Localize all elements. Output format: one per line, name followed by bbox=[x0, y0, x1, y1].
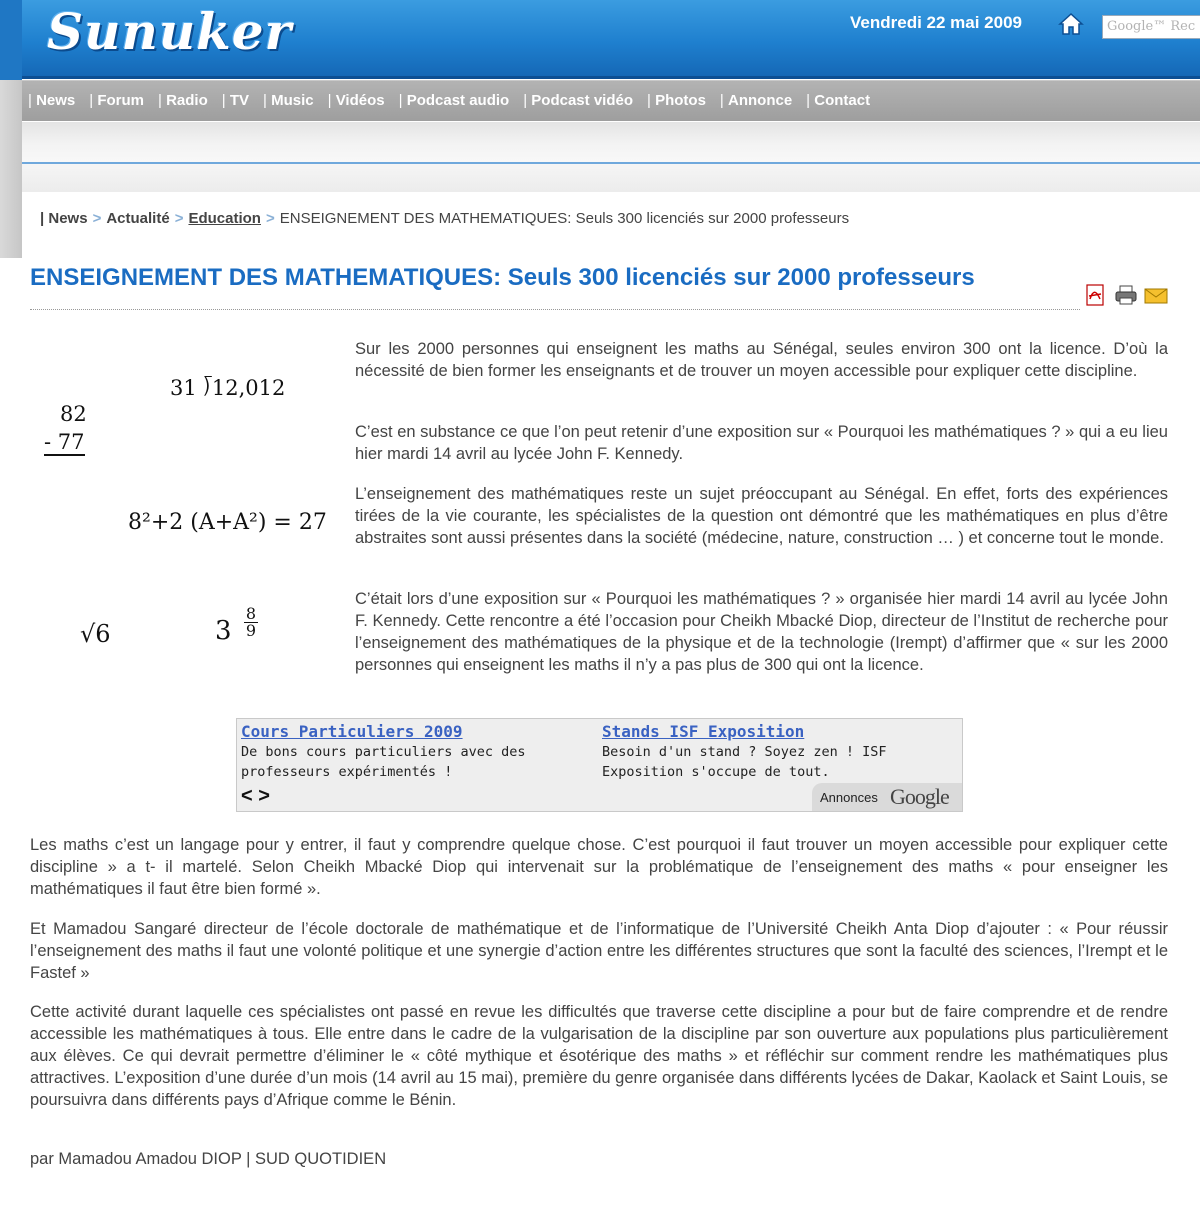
division-expression: 31 ⟌12,012 bbox=[170, 376, 286, 400]
paragraph-1: Sur les 2000 personnes qui enseignent les maths au Sénégal, seules environ 300 ont la licence. D’où la nécessité de bien former les enseignants et de trouver un moyen accessible pour expliquer cette discipline. bbox=[355, 340, 1168, 380]
ad-description: De bons cours particuliers avec des professeurs expérimentés ! bbox=[241, 744, 526, 780]
fraction bbox=[244, 606, 258, 639]
breadcrumb: | News > Actualité > Education > ENSEIGNEMENT DES MATHEMATIQUES: Seuls 300 licenciés sur 2000 professeurs bbox=[40, 210, 850, 227]
ad-next-button[interactable]: > bbox=[258, 785, 270, 807]
nav-item-forum[interactable]: | Forum bbox=[89, 92, 144, 109]
google-logo: Google bbox=[890, 784, 949, 809]
nav-item-contact[interactable]: | Contact bbox=[806, 92, 870, 109]
paragraph-3: L’enseignement des mathématiques reste un sujet préoccupant au Sénégal. En effet, forts des expériences tirées de la vie courante, les spécialistes de la question ont démontré que les mathématiques en plus d’être abstraites sont aussi présentes dans la société (médecine, nature, construction … ) et concerne tout le monde. bbox=[355, 485, 1168, 547]
left-rail bbox=[0, 80, 22, 258]
ad-link[interactable]: Stands ISF Exposition bbox=[602, 722, 805, 741]
pdf-icon[interactable] bbox=[1084, 284, 1108, 306]
breadcrumb-current: ENSEIGNEMENT DES MATHEMATIQUES: Seuls 300 licenciés sur 2000 professeurs bbox=[279, 210, 850, 227]
email-icon[interactable] bbox=[1144, 284, 1168, 306]
subtraction-top: 82 bbox=[60, 402, 87, 426]
nav-item-photos[interactable]: | Photos bbox=[647, 92, 706, 109]
ad-link[interactable]: Cours Particuliers 2009 bbox=[241, 722, 463, 741]
site-header bbox=[22, 0, 1200, 79]
ad-item bbox=[602, 722, 902, 782]
paragraph-2: C’est en substance ce que l’on peut retenir d’une exposition sur « Pourquoi les mathématiques ? » qui a eu lieu hier mardi 14 avril au lycée John F. Kennedy. bbox=[355, 423, 1168, 463]
home-icon[interactable] bbox=[1058, 12, 1084, 36]
equation: 8²+2 (A+A²) = 27 bbox=[128, 510, 327, 535]
nav-item-music[interactable]: | Music bbox=[263, 92, 314, 109]
ads-by-google[interactable] bbox=[812, 783, 962, 811]
breadcrumb-education[interactable]: Education bbox=[188, 210, 261, 227]
fraction-denominator: 9 bbox=[245, 621, 257, 640]
paragraph-5: Les maths c’est un langage pour y entrer, il faut y comprendre quelque chose. C’est pourquoi il faut trouver un moyen accessible pour expliquer cette discipline » a t- il martelé. Selon Cheikh Mbacké Diop qui intervenait sur la problématique de l’enseignement des maths « pour enseigner les mathématiques il faut être bien formé ». bbox=[30, 836, 1168, 898]
site-logo[interactable]: Sunuker bbox=[47, 2, 292, 61]
ad-item bbox=[241, 722, 541, 782]
ad-prev-button[interactable]: < bbox=[241, 785, 253, 807]
left-accent bbox=[0, 0, 22, 80]
nav-item-radio[interactable]: | Radio bbox=[158, 92, 208, 109]
ad-description: Besoin d'un stand ? Soyez zen ! ISF Exposition s'occupe de tout. bbox=[602, 744, 887, 780]
paragraph-7: Cette activité durant laquelle ces spécialistes ont passé en revue les difficultés que traverse cette discipline a pour but de faire comprendre et de rendre accessible les mathématiques à tous. Elle entre dans le cadre de la vulgarisation de la discipline par son ouverture aux populations plus particulièrement aux élèves. Ce qui devrait permettre d’éliminer le « côté mythique et ésotérique des maths » et réfléchir sur comment rendre les mathématiques plus attractives. L’exposition d’une durée d’un mois (14 avril au 15 mai), première du genre organisée dans différents lycées de Dakar, Kaolack et Saint Louis, se poursuivra dans différents pays d’Afrique comme le Bénin. bbox=[30, 1003, 1168, 1109]
ad-nav bbox=[241, 785, 270, 808]
paragraph-4: C’était lors d’une exposition sur « Pourquoi les mathématiques ? » organisée hier mardi 14 avril au lycée John F. Kennedy. Cette rencontre a été l’occasion pour Cheikh Mbacké Diop, directeur de l’Institut de recherche pour l’enseignement des mathématiques de la physique et de la technologie (Irempt) d’affirmer que « sur les 2000 personnes qui enseignent les maths il n’y a pas plus de 300 qui ont la licence. bbox=[355, 590, 1168, 674]
ads-label: Annonces bbox=[820, 790, 878, 805]
subnav-band bbox=[22, 122, 1200, 162]
nav-item-news[interactable]: | News bbox=[28, 92, 75, 109]
paragraph-6: Et Mamadou Sangaré directeur de l’école doctorale de mathématique et de l’informatique de l’Université Cheikh Anta Diop d’ajouter : « Pour réussir l’enseignement des maths il faut une volonté politique et une synergie d’action entre les différentes structures que sont la faculté des sciences, l’Irempt et le Fastef » bbox=[30, 920, 1168, 982]
article-tools bbox=[1084, 284, 1168, 306]
nav-item-videos[interactable]: | Vidéos bbox=[328, 92, 385, 109]
article-title: ENSEIGNEMENT DES MATHEMATIQUES: Seuls 300 licenciés sur 2000 professeurs bbox=[30, 264, 975, 291]
nav-item-annonce[interactable]: | Annonce bbox=[720, 92, 792, 109]
nav-item-podcast-audio[interactable]: | Podcast audio bbox=[399, 92, 510, 109]
nav-item-tv[interactable]: | TV bbox=[222, 92, 249, 109]
math-handwriting-image bbox=[30, 340, 340, 680]
square-root: √6 bbox=[80, 620, 111, 648]
print-icon[interactable] bbox=[1114, 284, 1138, 306]
current-date: Vendredi 22 mai 2009 bbox=[850, 13, 1022, 32]
article-byline: par Mamadou Amadou DIOP | SUD QUOTIDIEN bbox=[30, 1150, 387, 1168]
google-search-input[interactable]: Google™ Rec bbox=[1102, 15, 1200, 39]
breadcrumb-news[interactable]: | News bbox=[40, 210, 88, 227]
subtraction-bottom: - 77 bbox=[44, 430, 85, 454]
title-divider bbox=[30, 309, 1080, 310]
fraction-numerator: 8 bbox=[245, 604, 257, 623]
breadcrumb-actualite[interactable]: Actualité bbox=[106, 210, 170, 227]
nav-item-podcast-video[interactable]: | Podcast vidéo bbox=[523, 92, 633, 109]
subnav-band-lower bbox=[22, 164, 1200, 192]
mixed-number: 3 bbox=[215, 616, 232, 646]
main-nav bbox=[22, 80, 1200, 121]
google-ads-box bbox=[236, 718, 963, 812]
